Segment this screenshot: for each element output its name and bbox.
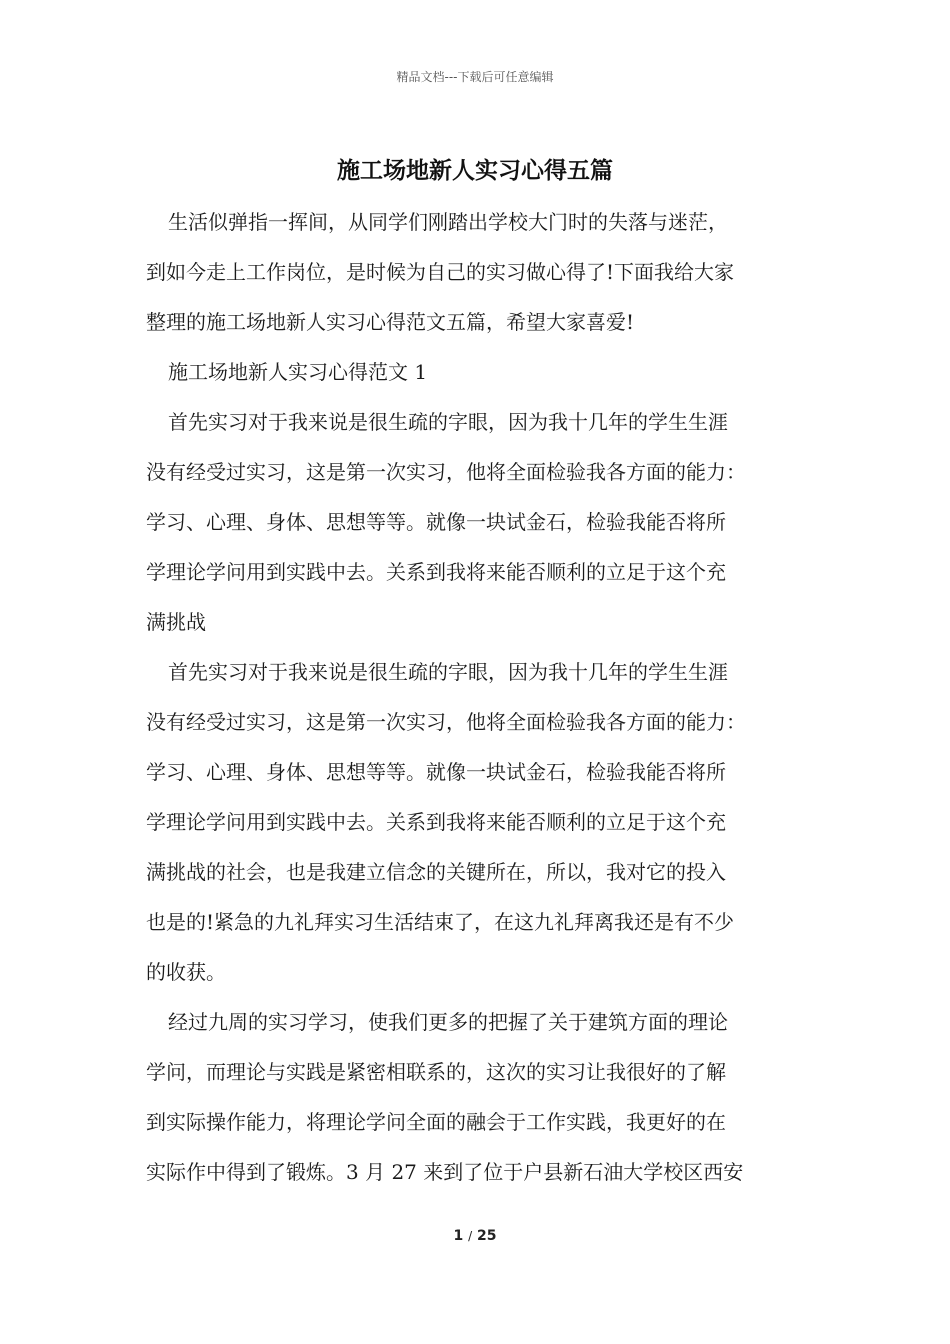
text-line: 没有经受过实习，这是第一次实习，他将全面检验我各方面的能力： — [146, 460, 746, 484]
paragraph — [146, 397, 810, 647]
text-line: 学习、心理、身体、思想等等。就像一块试金石，检验我能否将所 — [146, 760, 726, 784]
text-line: 首先实习对于我来说是很生疏的字眼，因为我十几年的学生生涯 — [168, 410, 728, 434]
text-line: 实际作中得到了锻炼。3 月 27 来到了位于户县新石油大学校区西安 — [146, 1160, 744, 1184]
current-page: 1 — [453, 1228, 464, 1244]
text-line: 满挑战 — [146, 610, 206, 634]
text-line: 的收获。 — [146, 960, 226, 984]
paragraph — [146, 197, 810, 347]
text-line: 到实际操作能力，将理论学问全面的融会于工作实践，我更好的在 — [146, 1110, 726, 1134]
text-line: 生活似弹指一挥间，从同学们刚踏出学校大门时的失落与迷茫， — [168, 210, 728, 234]
page-separator: / — [468, 1229, 473, 1243]
text-line: 经过九周的实习学习，使我们更多的把握了关于建筑方面的理论 — [168, 1010, 728, 1034]
text-line: 施工场地新人实习心得范文 1 — [168, 360, 428, 384]
text-line: 满挑战的社会，也是我建立信念的关键所在，所以，我对它的投入 — [146, 860, 726, 884]
text-line: 没有经受过实习，这是第一次实习，他将全面检验我各方面的能力： — [146, 710, 746, 734]
document-body — [146, 197, 810, 1197]
page-number — [0, 1228, 950, 1244]
page-header: 精品文档---下载后可任意编辑 — [396, 70, 554, 84]
text-line: 学理论学问用到实践中去。关系到我将来能否顺利的立足于这个充 — [146, 810, 726, 834]
text-line: 学习、心理、身体、思想等等。就像一块试金石，检验我能否将所 — [146, 510, 726, 534]
section-heading — [146, 347, 810, 397]
text-line: 整理的施工场地新人实习心得范文五篇，希望大家喜爱! — [146, 310, 635, 334]
paragraph — [146, 647, 810, 997]
paragraph — [146, 997, 810, 1197]
text-line: 首先实习对于我来说是很生疏的字眼，因为我十几年的学生生涯 — [168, 660, 728, 684]
text-line: 也是的!紧急的九礼拜实习生活结束了，在这九礼拜离我还是有不少 — [146, 910, 735, 934]
total-pages: 25 — [477, 1228, 497, 1244]
document-title: 施工场地新人实习心得五篇 — [337, 157, 613, 184]
text-line: 学问，而理论与实践是紧密相联系的，这次的实习让我很好的了解 — [146, 1060, 726, 1084]
text-line: 到如今走上工作岗位，是时候为自己的实习做心得了!下面我给大家 — [146, 260, 735, 284]
text-line: 学理论学问用到实践中去。关系到我将来能否顺利的立足于这个充 — [146, 560, 726, 584]
